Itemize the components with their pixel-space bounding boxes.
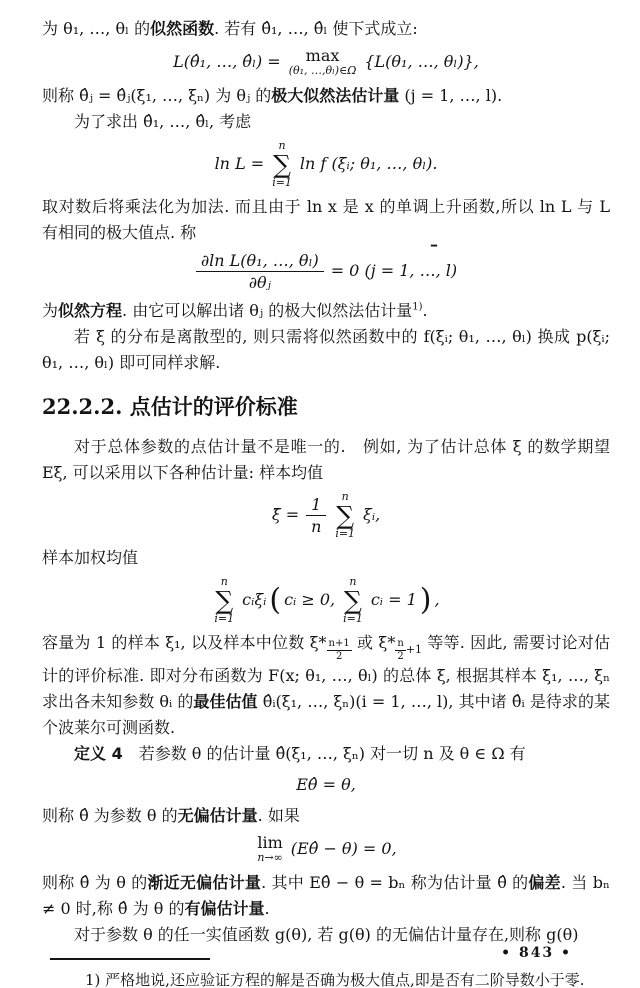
left-parenthesis: ( xyxy=(269,582,282,618)
text-run: 或 ξ* xyxy=(351,632,396,652)
para-weighted-mean-label xyxy=(42,545,610,571)
term-biased-estimator: 有偏估计量 xyxy=(184,899,265,918)
print-artifact-dash: – xyxy=(430,235,438,254)
right-parenthesis: ) xyxy=(419,582,432,618)
lim-word: lim xyxy=(257,832,283,852)
fraction-denominator: ∂θⱼ xyxy=(248,273,271,293)
fraction-numerator: 1 xyxy=(306,495,326,516)
max-operator xyxy=(289,47,357,78)
condition-2: cᵢ = 1 xyxy=(370,589,417,609)
fraction-denominator: 2 xyxy=(397,650,404,662)
text-run: . 如果 xyxy=(257,805,300,825)
term-bias: 偏差 xyxy=(528,873,561,892)
para-mle-definition xyxy=(42,83,610,109)
para-likelihood-function-intro xyxy=(42,16,610,42)
fraction xyxy=(196,251,324,292)
page-number: • 843 • xyxy=(501,945,572,961)
section-heading: 22.2.2. 点估计的评价标准 xyxy=(42,393,298,419)
footnote-marker: 1) xyxy=(85,971,106,988)
text-run: . 若有 θ̂₁, …, θ̂ₗ 使下式成立: xyxy=(214,19,418,38)
formula-sample-mean xyxy=(42,491,610,540)
sum-lower-limit: i=1 xyxy=(343,611,363,625)
text-run: (j = 1, …, l). xyxy=(399,86,503,106)
sum-lower-limit: i=1 xyxy=(335,526,356,540)
text-run: 为了求出 θ̂₁, …, θ̂ₗ, 考虑 xyxy=(74,112,252,132)
text-run: 为 θ₁, …, θₗ 的 xyxy=(42,19,151,38)
formula-left: L(θ̂₁, …, θ̂ₗ) = xyxy=(173,52,281,72)
text-run: . 当 bₙ ≠ 0 时,称 θ̂ 为 θ 的 xyxy=(42,873,610,918)
formula-right: (Eθ̂ − θ) = 0, xyxy=(290,838,397,858)
summation xyxy=(343,576,363,625)
formula-right: ξᵢ, xyxy=(363,504,381,524)
para-asymptotic-unbiased xyxy=(42,870,610,922)
condition-1: cᵢ ≥ 0, xyxy=(284,589,336,609)
formula-tail: , xyxy=(434,589,440,609)
footnote xyxy=(85,968,620,988)
sigma-symbol: ∑ xyxy=(336,500,355,530)
text-run: 对于总体参数的点估计量不是唯一的. 例如, 为了估计总体 ξ 的数学期望 Eξ, 可以采用以下各种估计量: 样本均值 xyxy=(42,436,610,482)
lim-operator xyxy=(257,834,282,865)
text-run: 对于参数 θ 的任一实值函数 g(θ), 若 g(θ) 的无偏估计量存在,则称 g(θ) xyxy=(74,925,579,944)
para-point-estimate-not-unique xyxy=(42,434,610,486)
formula-likelihood-equation xyxy=(42,251,610,292)
lim-subscript: n→∞ xyxy=(257,851,283,865)
sum-upper-limit: n xyxy=(220,574,228,588)
formula-right: {L(θ₁, …, θₗ)}, xyxy=(364,52,479,72)
median-index-fraction-2 xyxy=(395,638,405,662)
formula-middle: cᵢξᵢ xyxy=(242,589,267,609)
fraction-numerator: ∂ln L(θ₁, …, θₗ) xyxy=(196,251,324,272)
max-word: max xyxy=(305,46,340,65)
para-log-explanation xyxy=(42,194,610,246)
para-discrete-case xyxy=(42,324,610,376)
sigma-symbol: ∑ xyxy=(344,585,362,615)
definition-4-label: 定义 4 xyxy=(74,743,123,763)
text-run: . xyxy=(422,300,428,320)
text-run: 若 ξ 的分布是离散型的, 则只需将似然函数中的 f(ξᵢ; θ₁, …, θₗ) 换成 p(ξᵢ; θ₁, …, θₗ) 即可同样求解. xyxy=(42,326,610,372)
sum-upper-limit: n xyxy=(278,139,286,153)
term-likelihood-equation: 似然方程 xyxy=(58,300,123,320)
sum-lower-limit: i=1 xyxy=(214,611,235,625)
summation xyxy=(335,491,355,540)
term-unbiased-estimator: 无偏估计量 xyxy=(177,805,258,825)
max-subscript: (θ₁, …,θₗ)∈Ω xyxy=(288,64,357,78)
fraction-numerator: n+1 xyxy=(328,638,350,650)
sum-upper-limit: n xyxy=(349,574,357,588)
footnote-text: 严格地说,还应验证方程的解是否确为极大值点,即是否有二阶导数小于零. xyxy=(105,971,585,988)
formula-text: Eθ̂ = θ, xyxy=(296,774,356,794)
text-run: 则称 θ̂ 为参数 θ 的 xyxy=(42,805,178,825)
text-run: 为 xyxy=(42,300,59,320)
para-median-and-criteria xyxy=(42,630,610,741)
term-asymptotically-unbiased: 渐近无偏估计量 xyxy=(147,873,262,892)
formula-left: ξ̄ = xyxy=(271,504,300,524)
footnote-separator-rule xyxy=(50,958,210,960)
sigma-symbol: ∑ xyxy=(215,585,234,615)
text-run: 取对数后将乘法化为加法. 而且由于 ln x 是 x 的单调上升函数,所以 ln L 与 L 有相同的极大值点. 称 xyxy=(42,197,610,243)
formula-likelihood-max xyxy=(42,47,610,78)
text-run: 则称 θ̂ⱼ = θ̂ⱼ(ξ₁, …, ξₙ) 为 θⱼ 的 xyxy=(42,86,272,106)
text-run: . 其中 Eθ̂ − θ = bₙ 称为估计量 θ̂ 的 xyxy=(261,873,529,892)
formula-left: ln L = xyxy=(214,154,265,174)
para-unbiased-name xyxy=(42,803,610,829)
formula-asymptotic-limit xyxy=(42,834,610,865)
term-likelihood-function: 似然函数 xyxy=(150,19,215,38)
sum-upper-limit: n xyxy=(341,489,349,503)
fraction xyxy=(306,495,326,536)
summation xyxy=(272,140,292,189)
text-run: 容量为 1 的样本 ξ₁, 以及样本中位数 ξ* xyxy=(42,632,327,652)
formula-right: ln f (ξᵢ; θ₁, …, θₗ). xyxy=(299,154,438,174)
formula-weighted-mean xyxy=(42,576,610,625)
formula-right: = 0 (j = 1, …, l) xyxy=(330,261,458,281)
formula-unbiased xyxy=(42,772,610,798)
text-run: 等等. 因此, 需要讨论对估计的评价标准. 即对分布函数为 F(x; θ₁, …, θₗ) 的总体 ξ, 根据其样本 ξ₁, …, ξₙ 求出各未知参数 θᵢ 的 xyxy=(42,632,610,711)
summation xyxy=(214,576,234,625)
term-mle-estimator: 极大似然法估计量 xyxy=(271,86,400,106)
text-run: . xyxy=(264,899,270,918)
term-best-estimate: 最佳估值 xyxy=(193,691,258,711)
text-run: . 由它可以解出诸 θⱼ 的极大似然法估计量 xyxy=(122,300,413,320)
para-definition-4 xyxy=(42,741,610,767)
para-likelihood-equation-name xyxy=(42,298,610,324)
median-index-fraction-1 xyxy=(327,638,352,662)
sigma-symbol: ∑ xyxy=(273,150,291,180)
formula-log-likelihood xyxy=(42,140,610,189)
subscript-plus-one: +1 xyxy=(405,642,423,656)
sum-lower-limit: i=1 xyxy=(272,176,292,190)
fraction-denominator: 2 xyxy=(335,650,343,662)
text-run: 则称 θ̂ 为 θ 的 xyxy=(42,873,148,892)
footnote-reference: 1) xyxy=(412,301,423,313)
text-run: 若参数 θ 的估计量 θ̂(ξ₁, …, ξₙ) 对一切 n 及 θ ∈ Ω 有 xyxy=(122,743,526,763)
para-to-find-estimates xyxy=(42,109,610,135)
text-run: 样本加权均值 xyxy=(42,547,139,567)
fraction-numerator: n xyxy=(397,638,404,650)
fraction-denominator: n xyxy=(311,516,322,536)
text-run: θ̂ᵢ(ξ₁, …, ξₙ)(i = 1, …, l), 其中诸 θ̂ᵢ 是待求的某个波莱尔可测函数. xyxy=(42,691,610,737)
